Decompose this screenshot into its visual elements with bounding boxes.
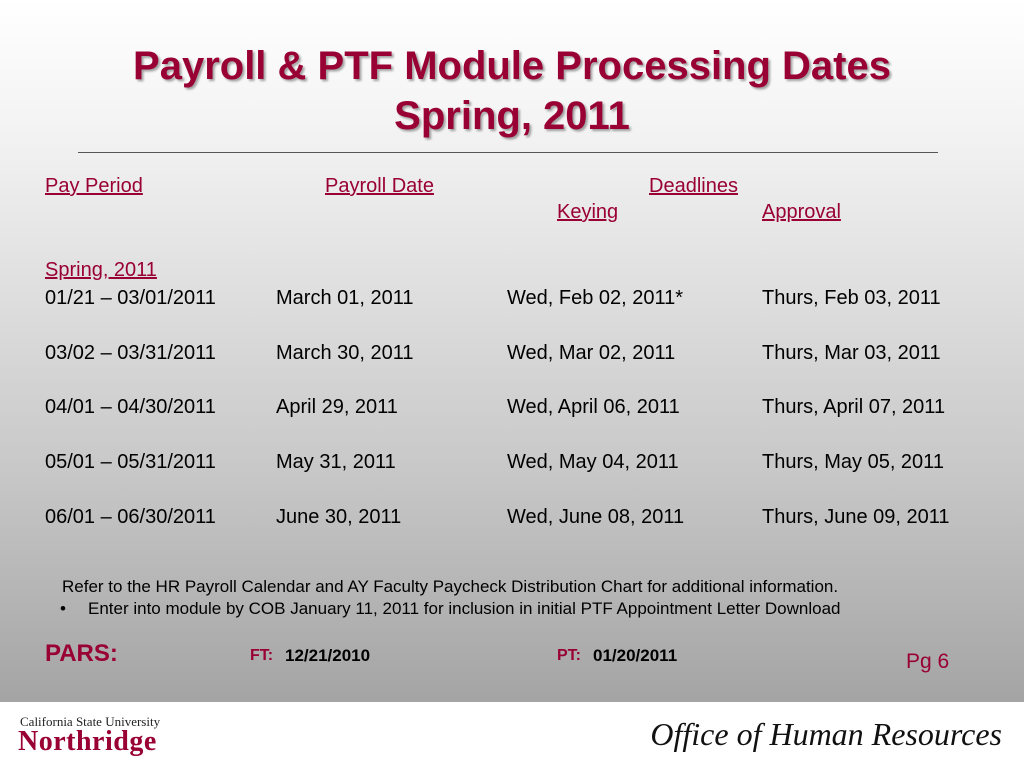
header-payroll-date: Payroll Date (325, 175, 434, 197)
pay-period-cell: 03/02 – 03/31/2011 (45, 342, 216, 364)
page-number: Pg 6 (906, 650, 950, 673)
slide-title-line2: Spring, 2011 (394, 94, 630, 138)
keying-cell: Wed, Feb 02, 2011* (507, 287, 684, 309)
pars-ft-value: 12/21/2010 (285, 646, 371, 665)
keying-cell: Wed, April 06, 2011 (507, 396, 680, 418)
header-deadlines: Deadlines (649, 175, 738, 197)
bullet-note: Enter into module by COB January 11, 2011 for inclusion in initial PTF Appointment Letter Download (88, 599, 841, 618)
payroll-date-cell: March 01, 2011 (276, 287, 414, 309)
pay-period-cell: 06/01 – 06/30/2011 (45, 506, 216, 528)
header-pay-period: Pay Period (45, 175, 143, 197)
section-label: Spring, 2011 (45, 259, 157, 281)
approval-cell: Thurs, May 05, 2011 (762, 451, 944, 473)
bullet-symbol: • (60, 599, 66, 618)
refer-note: Refer to the HR Payroll Calendar and AY Faculty Paycheck Distribution Chart for additional information. (62, 577, 839, 596)
approval-cell: Thurs, June 09, 2011 (762, 506, 950, 528)
pay-period-cell: 01/21 – 03/01/2011 (45, 287, 216, 309)
pars-ft-label: FT: (250, 647, 274, 664)
payroll-date-cell: April 29, 2011 (276, 396, 398, 418)
keying-cell: Wed, May 04, 2011 (507, 451, 679, 473)
approval-cell: Thurs, Feb 03, 2011 (762, 287, 941, 309)
pars-pt-label: PT: (557, 647, 581, 664)
keying-cell: Wed, June 08, 2011 (507, 506, 685, 528)
slide-title-line1: Payroll & PTF Module Processing Dates (133, 44, 891, 88)
payroll-date-cell: May 31, 2011 (276, 451, 396, 473)
pay-period-cell: 04/01 – 04/30/2011 (45, 396, 216, 418)
office-name: Office of Human Resources (650, 716, 1002, 752)
keying-cell: Wed, Mar 02, 2011 (507, 342, 676, 364)
pay-period-cell: 05/01 – 05/31/2011 (45, 451, 216, 473)
payroll-date-cell: June 30, 2011 (276, 506, 402, 528)
approval-cell: Thurs, April 07, 2011 (762, 396, 946, 418)
pars-pt-value: 01/20/2011 (593, 646, 678, 665)
csun-logo-top: California State University (20, 714, 161, 729)
title-divider (78, 152, 938, 153)
header-approval: Approval (762, 201, 841, 223)
approval-cell: Thurs, Mar 03, 2011 (762, 342, 941, 364)
pars-label: PARS: (45, 640, 118, 667)
header-keying: Keying (557, 201, 619, 223)
payroll-date-cell: March 30, 2011 (276, 342, 414, 364)
footer-bar (0, 702, 1024, 768)
csun-logo-name: Northridge (18, 726, 157, 757)
